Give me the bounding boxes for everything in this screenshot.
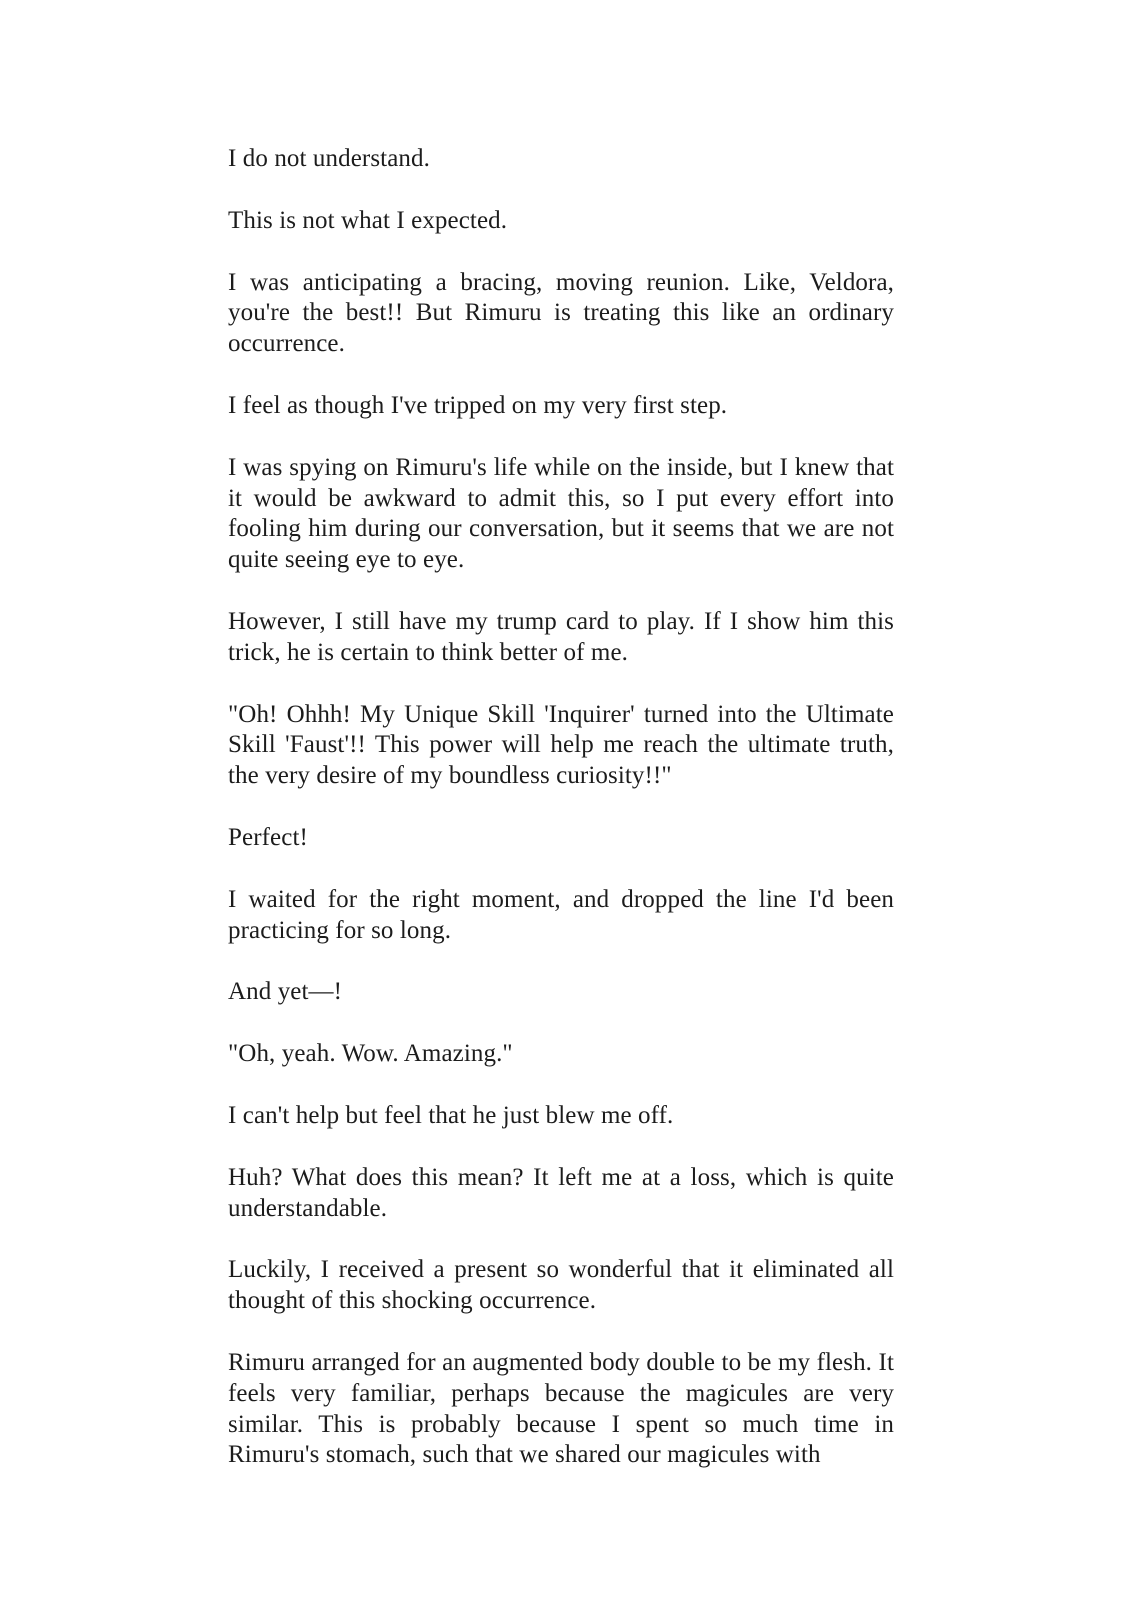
paragraph: Huh? What does this mean? It left me at a loss, which is quite understandable.: [228, 1163, 894, 1222]
page-text: [228, 144, 894, 1502]
paragraph: This is not what I expected.: [228, 206, 508, 234]
paragraph: Perfect!: [228, 823, 308, 851]
paragraph: I can't help but feel that he just blew me off.: [228, 1101, 674, 1129]
paragraph: I was spying on Rimuru's life while on the inside, but I knew that it would be awkward to admit this, so I put every effort into fooling him during our conversation, but it seems that we are not quite seeing eye to eye.: [228, 453, 894, 574]
paragraph: "Oh, yeah. Wow. Amazing.": [228, 1040, 513, 1068]
paragraph: "Oh! Ohhh! My Unique Skill 'Inquirer' turned into the Ultimate Skill 'Faust'!! This power will help me reach the ultimate truth, the very desire of my boundless curiosity!!": [228, 700, 894, 790]
paragraph: I was anticipating a bracing, moving reunion. Like, Veldora, you're the best!! But Rimuru is treating this like an ordinary occurrence.: [228, 268, 894, 358]
paragraph: Rimuru arranged for an augmented body double to be my flesh. It feels very familiar, perhaps because the magicules are very similar. This is probably because I spent so much time in Rimuru's stomach, such that we shared our magicules with: [228, 1348, 894, 1469]
paragraph: I waited for the right moment, and dropped the line I'd been practicing for so long.: [228, 885, 894, 944]
paragraph: However, I still have my trump card to play. If I show him this trick, he is certain to think better of me.: [228, 607, 894, 666]
paragraph: And yet—!: [228, 978, 343, 1006]
paragraph: I feel as though I've tripped on my very first step.: [228, 391, 728, 419]
paragraph: Luckily, I received a present so wonderful that it eliminated all thought of this shocking occurrence.: [228, 1256, 894, 1315]
paragraph: I do not understand.: [228, 145, 430, 172]
